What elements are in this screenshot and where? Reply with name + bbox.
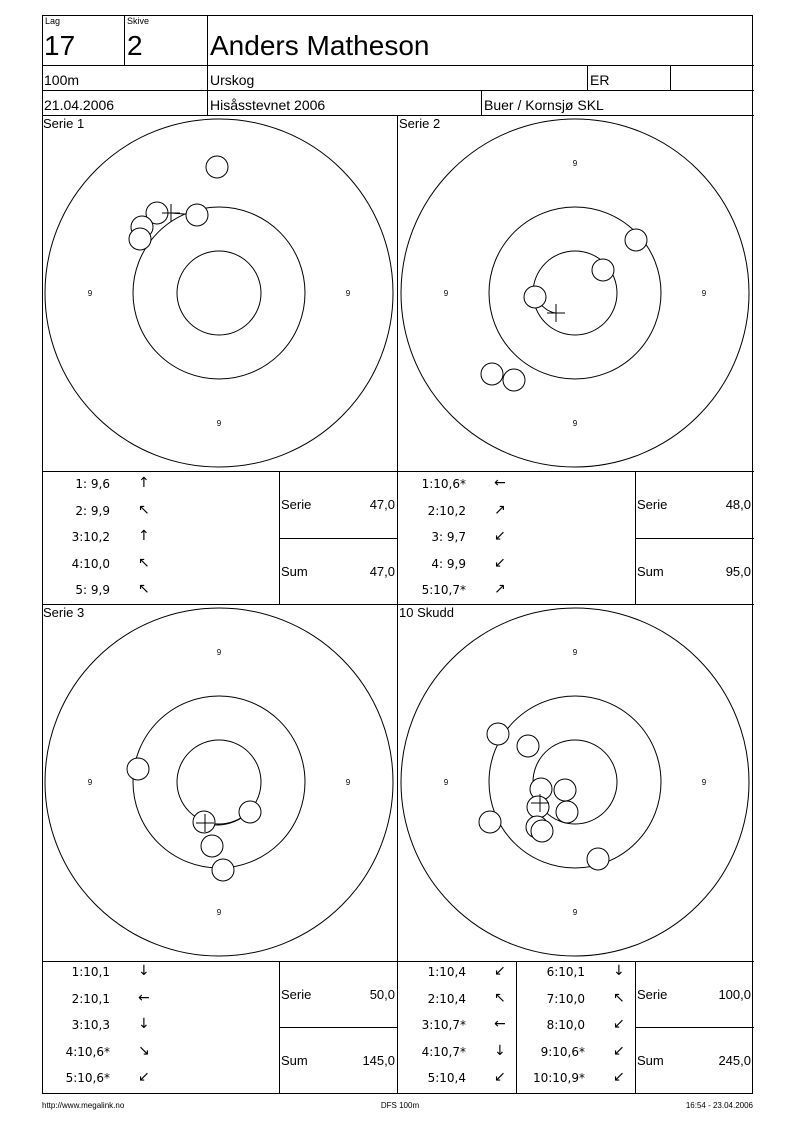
shot-row xyxy=(398,991,508,1007)
shot-hole xyxy=(127,758,149,780)
shot-direction-arrow-icon: ↗ xyxy=(494,501,506,518)
shot-value: 2:10,1 xyxy=(71,991,110,1006)
shot-direction-arrow-icon: ↙ xyxy=(494,963,506,979)
shot-direction-arrow-icon: ↙ xyxy=(494,528,506,544)
shot-direction-arrow-icon: ↙ xyxy=(494,554,506,571)
skive-value: 2 xyxy=(127,30,143,61)
shot-value: 9:10,6* xyxy=(540,1044,585,1059)
shot-value: 4: 9,9 xyxy=(431,556,466,571)
shot-row xyxy=(42,991,152,1007)
shot-row xyxy=(398,582,508,598)
skive-label: Skive xyxy=(127,16,150,26)
shot-direction-arrow-icon: ↓ xyxy=(138,963,150,979)
club: Urskog xyxy=(210,72,255,88)
shot-direction-arrow-icon: ↓ xyxy=(138,1016,150,1032)
sum-label-4: Sum xyxy=(637,1053,664,1068)
serie-total-2: 48,0 xyxy=(725,497,751,512)
shot-direction-arrow-icon: ↙ xyxy=(138,1069,150,1085)
shot-hole xyxy=(587,848,609,870)
shot-value: 2:10,2 xyxy=(427,503,466,518)
shot-direction-arrow-icon: ↖ xyxy=(138,501,150,518)
shot-value: 3:10,7* xyxy=(421,1018,466,1032)
shot-hole xyxy=(527,796,549,818)
shot-direction-arrow-icon: ↖ xyxy=(138,554,150,571)
shot-direction-arrow-icon: ↑ xyxy=(138,475,150,491)
shot-value: 5: 9,9 xyxy=(75,583,110,597)
shot-value: 2: 9,9 xyxy=(75,503,110,518)
shot-hole xyxy=(531,820,553,842)
shot-value: 1:10,6* xyxy=(421,477,466,491)
shot-hole xyxy=(517,735,539,757)
ring-number-label: 9 xyxy=(443,778,449,787)
target-ring xyxy=(401,119,749,467)
shot-hole xyxy=(129,228,151,250)
lag-label: Lag xyxy=(45,16,61,26)
shot-value: 4:10,0 xyxy=(71,556,110,571)
ring-number-label: 9 xyxy=(345,778,351,787)
shot-row xyxy=(517,1044,627,1060)
shooter-name: Anders Matheson xyxy=(210,30,430,61)
shot-value: 4:10,6* xyxy=(65,1044,110,1059)
shot-hole xyxy=(201,835,223,857)
shot-hole xyxy=(212,859,234,881)
shot-value: 3: 9,7 xyxy=(431,530,466,544)
shot-value: 2:10,4 xyxy=(427,991,466,1006)
shot-direction-arrow-icon: ↖ xyxy=(494,989,506,1006)
ring-number-label: 9 xyxy=(572,908,578,917)
footer-url[interactable]: http://www.megalink.no xyxy=(42,1101,125,1110)
target-ring xyxy=(133,207,305,379)
serie-label-1: Serie xyxy=(281,497,312,512)
shot-value: 7:10,0 xyxy=(546,991,585,1006)
shot-row xyxy=(398,529,508,545)
serie-label-3: Serie xyxy=(281,987,312,1002)
target-title-3: Serie 3 xyxy=(43,605,85,620)
shot-hole xyxy=(239,801,261,823)
ring-number-label: 9 xyxy=(572,419,578,428)
shot-hole xyxy=(592,259,614,281)
serie-label-2: Serie xyxy=(637,497,668,512)
shot-value: 1:10,4 xyxy=(427,965,466,979)
shot-direction-arrow-icon: ↓ xyxy=(494,1042,506,1059)
shot-row xyxy=(42,503,152,519)
shot-hole xyxy=(487,723,509,745)
shot-hole xyxy=(556,801,578,823)
shot-hole xyxy=(479,811,501,833)
shot-row xyxy=(398,1070,508,1086)
shot-row xyxy=(42,1044,152,1060)
event-name: Hisåsstevnet 2006 xyxy=(210,97,326,113)
shot-row xyxy=(398,556,508,572)
shot-hole xyxy=(554,779,576,801)
shot-hole xyxy=(625,229,647,251)
shot-direction-arrow-icon: ← xyxy=(494,475,506,491)
venue: Buer / Kornsjø SKL xyxy=(484,97,604,113)
ring-number-label: 9 xyxy=(87,778,93,787)
ring-number-label: 9 xyxy=(216,908,222,917)
ring-number-label: 9 xyxy=(572,159,578,168)
shot-direction-arrow-icon: ↙ xyxy=(494,1069,506,1085)
shot-hole xyxy=(193,811,215,833)
group-center-cross-icon xyxy=(547,304,565,322)
ring-number-label: 9 xyxy=(572,648,578,657)
ring-number-label: 9 xyxy=(216,419,222,428)
shot-direction-arrow-icon: ↓ xyxy=(613,963,625,979)
shot-row xyxy=(42,1070,152,1086)
shot-row xyxy=(398,503,508,519)
shot-value: 3:10,2 xyxy=(71,530,110,544)
target-title-2: Serie 2 xyxy=(399,116,441,131)
shot-direction-arrow-icon: ← xyxy=(494,1016,506,1032)
target-title-1: Serie 1 xyxy=(43,116,85,131)
shot-direction-arrow-icon: ↗ xyxy=(494,581,506,597)
sum-label-1: Sum xyxy=(281,564,308,579)
shot-direction-arrow-icon: ↙ xyxy=(613,1042,625,1059)
target-title-4: 10 Skudd xyxy=(399,605,454,620)
sum-total-2: 95,0 xyxy=(725,564,751,579)
ring-number-label: 9 xyxy=(701,778,707,787)
shot-row xyxy=(517,991,627,1007)
shot-row xyxy=(42,582,152,598)
shot-direction-arrow-icon: ← xyxy=(138,989,150,1006)
class: ER xyxy=(590,72,610,88)
shot-value: 4:10,7* xyxy=(421,1044,466,1059)
shot-hole xyxy=(481,363,503,385)
shot-hole xyxy=(186,204,208,226)
footer-center: DFS 100m xyxy=(380,1101,420,1110)
shot-value: 1: 9,6 xyxy=(75,477,110,491)
shot-row xyxy=(42,529,152,545)
shot-value: 6:10,1 xyxy=(546,965,585,979)
shot-row xyxy=(398,1044,508,1060)
lag-value: 17 xyxy=(44,30,76,61)
shot-value: 10:10,9* xyxy=(532,1071,585,1085)
target-ring xyxy=(45,608,393,956)
ring-number-label: 9 xyxy=(443,289,449,298)
shot-direction-arrow-icon: ↑ xyxy=(138,528,150,544)
target-ring xyxy=(489,696,661,868)
ring-number-label: 9 xyxy=(345,289,351,298)
shot-direction-arrow-icon: ↖ xyxy=(138,581,150,597)
shot-hole xyxy=(503,369,525,391)
shot-hole xyxy=(524,286,546,308)
shot-value: 3:10,3 xyxy=(71,1018,110,1032)
date: 21.04.2006 xyxy=(44,97,115,113)
shot-direction-arrow-icon: ↘ xyxy=(138,1042,150,1059)
shot-row xyxy=(398,476,508,492)
target-ring xyxy=(177,251,261,335)
shot-value: 5:10,7* xyxy=(421,583,466,597)
shot-row xyxy=(42,1017,152,1033)
shot-row xyxy=(517,1070,627,1086)
shot-row xyxy=(42,476,152,492)
target-ring xyxy=(401,608,749,956)
shot-value: 5:10,6* xyxy=(65,1071,110,1085)
sum-label-3: Sum xyxy=(281,1053,308,1068)
shot-direction-arrow-icon: ↙ xyxy=(613,1016,625,1032)
ring-number-label: 9 xyxy=(87,289,93,298)
serie-total-4: 100,0 xyxy=(718,987,751,1002)
shot-direction-arrow-icon: ↖ xyxy=(613,989,625,1006)
serie-total-1: 47,0 xyxy=(369,497,395,512)
shot-row xyxy=(517,1017,627,1033)
shot-row xyxy=(42,556,152,572)
serie-total-3: 50,0 xyxy=(369,987,395,1002)
ring-number-label: 9 xyxy=(216,648,222,657)
shot-row xyxy=(42,964,152,980)
shot-value: 8:10,0 xyxy=(546,1018,585,1032)
shot-hole xyxy=(206,156,228,178)
shot-value: 1:10,1 xyxy=(71,965,110,979)
sum-total-1: 47,0 xyxy=(369,564,395,579)
sum-total-3: 145,0 xyxy=(362,1053,395,1068)
shot-row xyxy=(398,964,508,980)
sum-total-4: 245,0 xyxy=(718,1053,751,1068)
shot-row xyxy=(517,964,627,980)
shot-direction-arrow-icon: ↙ xyxy=(613,1069,625,1085)
shot-row xyxy=(398,1017,508,1033)
sum-label-2: Sum xyxy=(637,564,664,579)
footer-timestamp: 16:54 - 23.04.2006 xyxy=(685,1101,753,1110)
serie-label-4: Serie xyxy=(637,987,668,1002)
distance: 100m xyxy=(44,72,80,88)
shot-value: 5:10,4 xyxy=(427,1071,466,1085)
ring-number-label: 9 xyxy=(701,289,707,298)
